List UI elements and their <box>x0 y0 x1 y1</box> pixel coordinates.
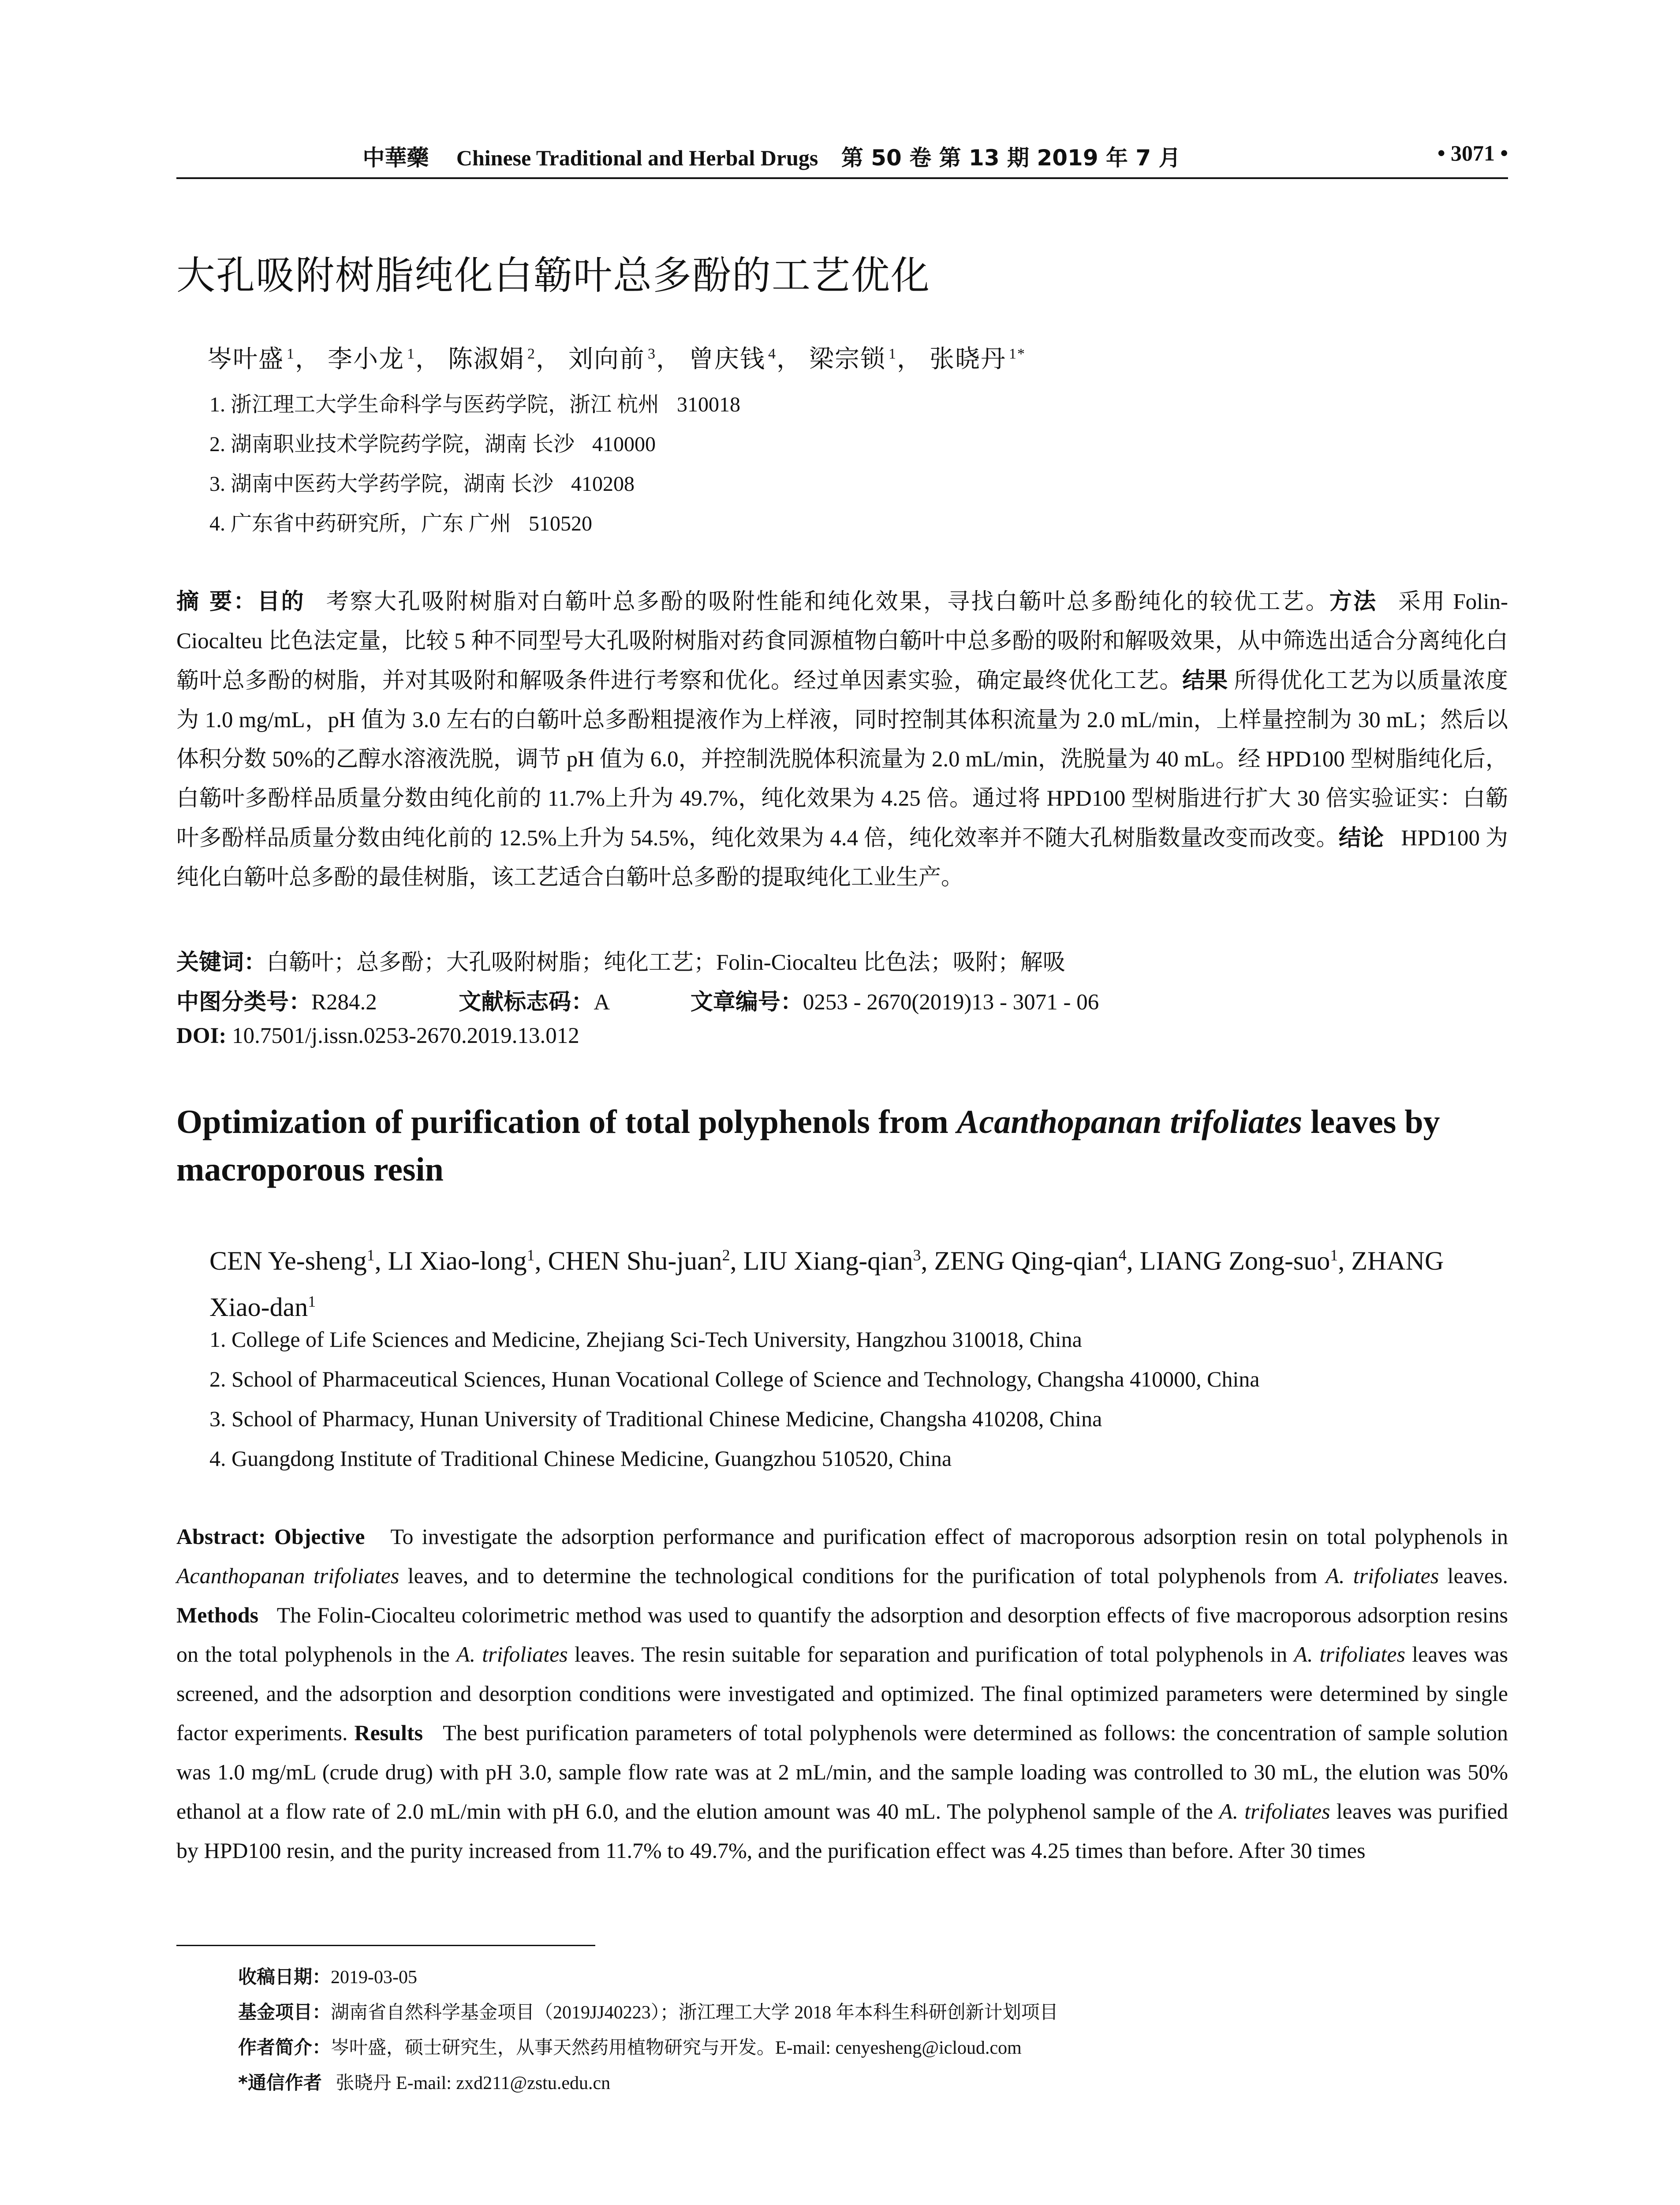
affiliation-cn: 2. 湖南职业技术学院药学院，湖南 长沙 410000 <box>209 433 656 456</box>
author-en: LI Xiao-long <box>388 1246 527 1275</box>
journal-logo: 中華藥 <box>362 145 429 171</box>
issue-info: 第 50 卷 第 13 期 2019 年 7 月 <box>841 145 1181 171</box>
classification-line: 中图分类号：R284.2 文献标志码：A 文章编号：0253 - 2670(2019)13 - 3071 - 06 <box>176 989 1099 1015</box>
author-en: CHEN Shu-juan <box>548 1246 722 1275</box>
keywords-cn: 关键词：白簕叶；总多酚；大孔吸附树脂；纯化工艺；Folin-Ciocalteu 比色法；吸附；解吸 <box>176 949 1065 975</box>
author-cn: 岑叶盛 <box>207 346 284 373</box>
author-cn: 曾庆钱 <box>689 346 765 373</box>
affiliation-en: 2. School of Pharmaceutical Sciences, Hunan Vocational College of Science and Technology, Changsha 410000, China <box>209 1367 1260 1391</box>
author-cn: 陈淑娟 <box>448 346 525 373</box>
footnote-fund: 基金项目：湖南省自然科学基金项目（2019JJ40223）；浙江理工大学 2018 年本科生科研创新计划项目 <box>238 2001 1058 2023</box>
title-en: Optimization of purification of total polyphenols from Acanthopanan trifoliates leaves by macroporous resin <box>176 1103 1440 1188</box>
header-rule <box>176 177 1508 179</box>
author-en: LIU Xiang-qian <box>743 1246 913 1275</box>
footnote-corresponding: *通信作者 张晓丹 E-mail: zxd211@zstu.edu.cn <box>238 2072 611 2093</box>
author-en: LIANG Zong-suo <box>1139 1246 1330 1275</box>
page-number: • 3071 • <box>1437 141 1508 165</box>
affiliation-cn: 4. 广东省中药研究所，广东 广州 510520 <box>209 512 593 535</box>
footnote-received: 收稿日期：2019-03-05 <box>238 1966 417 1988</box>
running-header <box>176 140 1508 177</box>
doi-line: DOI: 10.7501/j.issn.0253-2670.2019.13.012 <box>176 1024 579 1048</box>
abstract-cn: 摘 要：目的 考察大孔吸附树脂对白簕叶总多酚的吸附性能和纯化效果，寻找白簕叶总多酚纯化的较优工艺。方法 采用 Folin-Ciocalteu 比色法定量，比较 5 种不同型号大孔吸附树脂对药食同源植物白簕叶中总多酚的吸附和解吸效果，从中筛选出适合分离纯化白簕叶总多酚的树脂，并对其吸附和解吸条件进行考察和优化。经过单因素实验，确定最终优化工艺。结果 所得优化工艺为以质量浓度为 1.0 mg/mL，pH 值为 3.0 左右的白簕叶总多酚粗提液作为上样液，同时控制其体积流量为 2.0 mL/min，上样量控制为 30 mL；然后以体积分数 50%的乙醇水溶液洗脱，调节 pH 值为 6.0，并控制洗脱体积流量为 2.0 mL/min，洗脱量为 40 mL。经 HPD100 型树脂纯化后，白簕叶多酚样品质量分数由纯化前的 11.7%上升为 49.7%，纯化效果为 4.25 倍。通过将 HPD100 型树脂进行扩大 30 倍实验证实：白簕叶多酚样品质量分数由纯化前的 12.5%上升为 54.5%，纯化效果为 4.4 倍，纯化效率并不随大孔树脂数量改变而改变。结论 HPD100 为纯化白簕叶总多酚的最佳树脂，该工艺适合白簕叶总多酚的提取纯化工业生产。 <box>176 589 1508 890</box>
affiliation-cn: 3. 湖南中医药大学药学院，湖南 长沙 410208 <box>209 472 635 496</box>
author-en: CEN Ye-sheng <box>209 1246 367 1275</box>
affiliation-en: 1. College of Life Sciences and Medicine, Zhejiang Sci-Tech University, Hangzhou 310018, China <box>209 1327 1082 1352</box>
author-cn: 梁宗锁 <box>809 346 886 373</box>
author-cn: 刘向前 <box>568 346 645 373</box>
affiliation-en: 3. School of Pharmacy, Hunan University of Traditional Chinese Medicine, Changsha 410208, China <box>209 1406 1102 1431</box>
footnote-author: 作者简介：岑叶盛，硕士研究生，从事天然药用植物研究与开发。E-mail: cenyesheng@icloud.com <box>238 2037 1022 2058</box>
title-cn: 大孔吸附树脂纯化白簕叶总多酚的工艺优化 <box>176 253 931 298</box>
journal-name: Chinese Traditional and Herbal Drugs <box>456 146 818 170</box>
author-cn: 李小龙 <box>328 346 404 373</box>
affiliation-en: 4. Guangdong Institute of Traditional Chinese Medicine, Guangzhou 510520, China <box>209 1446 952 1471</box>
author-en: ZENG Qing-qian <box>934 1246 1119 1275</box>
author-cn: 张晓丹 <box>930 346 1006 373</box>
author-en: ZHANG Xiao-dan <box>209 1246 1444 1322</box>
authors-cn: 岑叶盛 $^1$， 李小龙 $^1$， 陈淑娟 $^2$， 刘向前 $^3$， 曾庆钱 $^4$， 梁宗锁 $^1$， 张晓丹 $^{1*}$ <box>207 346 1026 373</box>
affiliation-cn: 1. 浙江理工大学生命科学与医药学院，浙江 杭州 310018 <box>209 393 741 416</box>
authors-en: CEN Ye-sheng$^1$, LI Xiao-long$^1$, CHEN Shu-juan$^2$, LIU Xiang-qian$^3$, ZENG Qing-qian$^4$, LIANG Zong-suo$^1$, ZHANG Xiao-dan$^1$ <box>209 1246 1444 1322</box>
abstract-en: Abstract: Objective To investigate the adsorption performance and purification effect of macroporous adsorption resin on total polyphenols in Acanthopanan trifoliates leaves, and to determine the technological conditions for the purification of total polyphenols from A. trifoliates leaves. Methods The Folin-Ciocalteu colorimetric method was used to quantify the adsorption and desorption effects of five macroporous adsorption resins on the total polyphenols in the A. trifoliates leaves. The resin suitable for separation and purification of total polyphenols in A. trifoliates leaves was screened, and the adsorption and desorption conditions were investigated and optimized. The final optimized parameters were determined by single factor experiments. Results The best purification parameters of total polyphenols were determined as follows: the concentration of sample solution was 1.0 mg/mL (crude drug) with pH 3.0, sample flow rate was at 2 mL/min, and the sample loading was controlled to 30 mL, the elution was 50% ethanol at a flow rate of 2.0 mL/min with pH 6.0, and the elution amount was 40 mL. The polyphenol sample of the A. trifoliates leaves was purified by HPD100 resin, and the purity increased from 11.7% to 49.7%, and the purification effect was 4.25 times than before. After 30 times <box>176 1524 1508 1863</box>
abstract-label-cn: 摘 要： <box>176 589 258 615</box>
footnote-rule <box>176 1945 595 1946</box>
